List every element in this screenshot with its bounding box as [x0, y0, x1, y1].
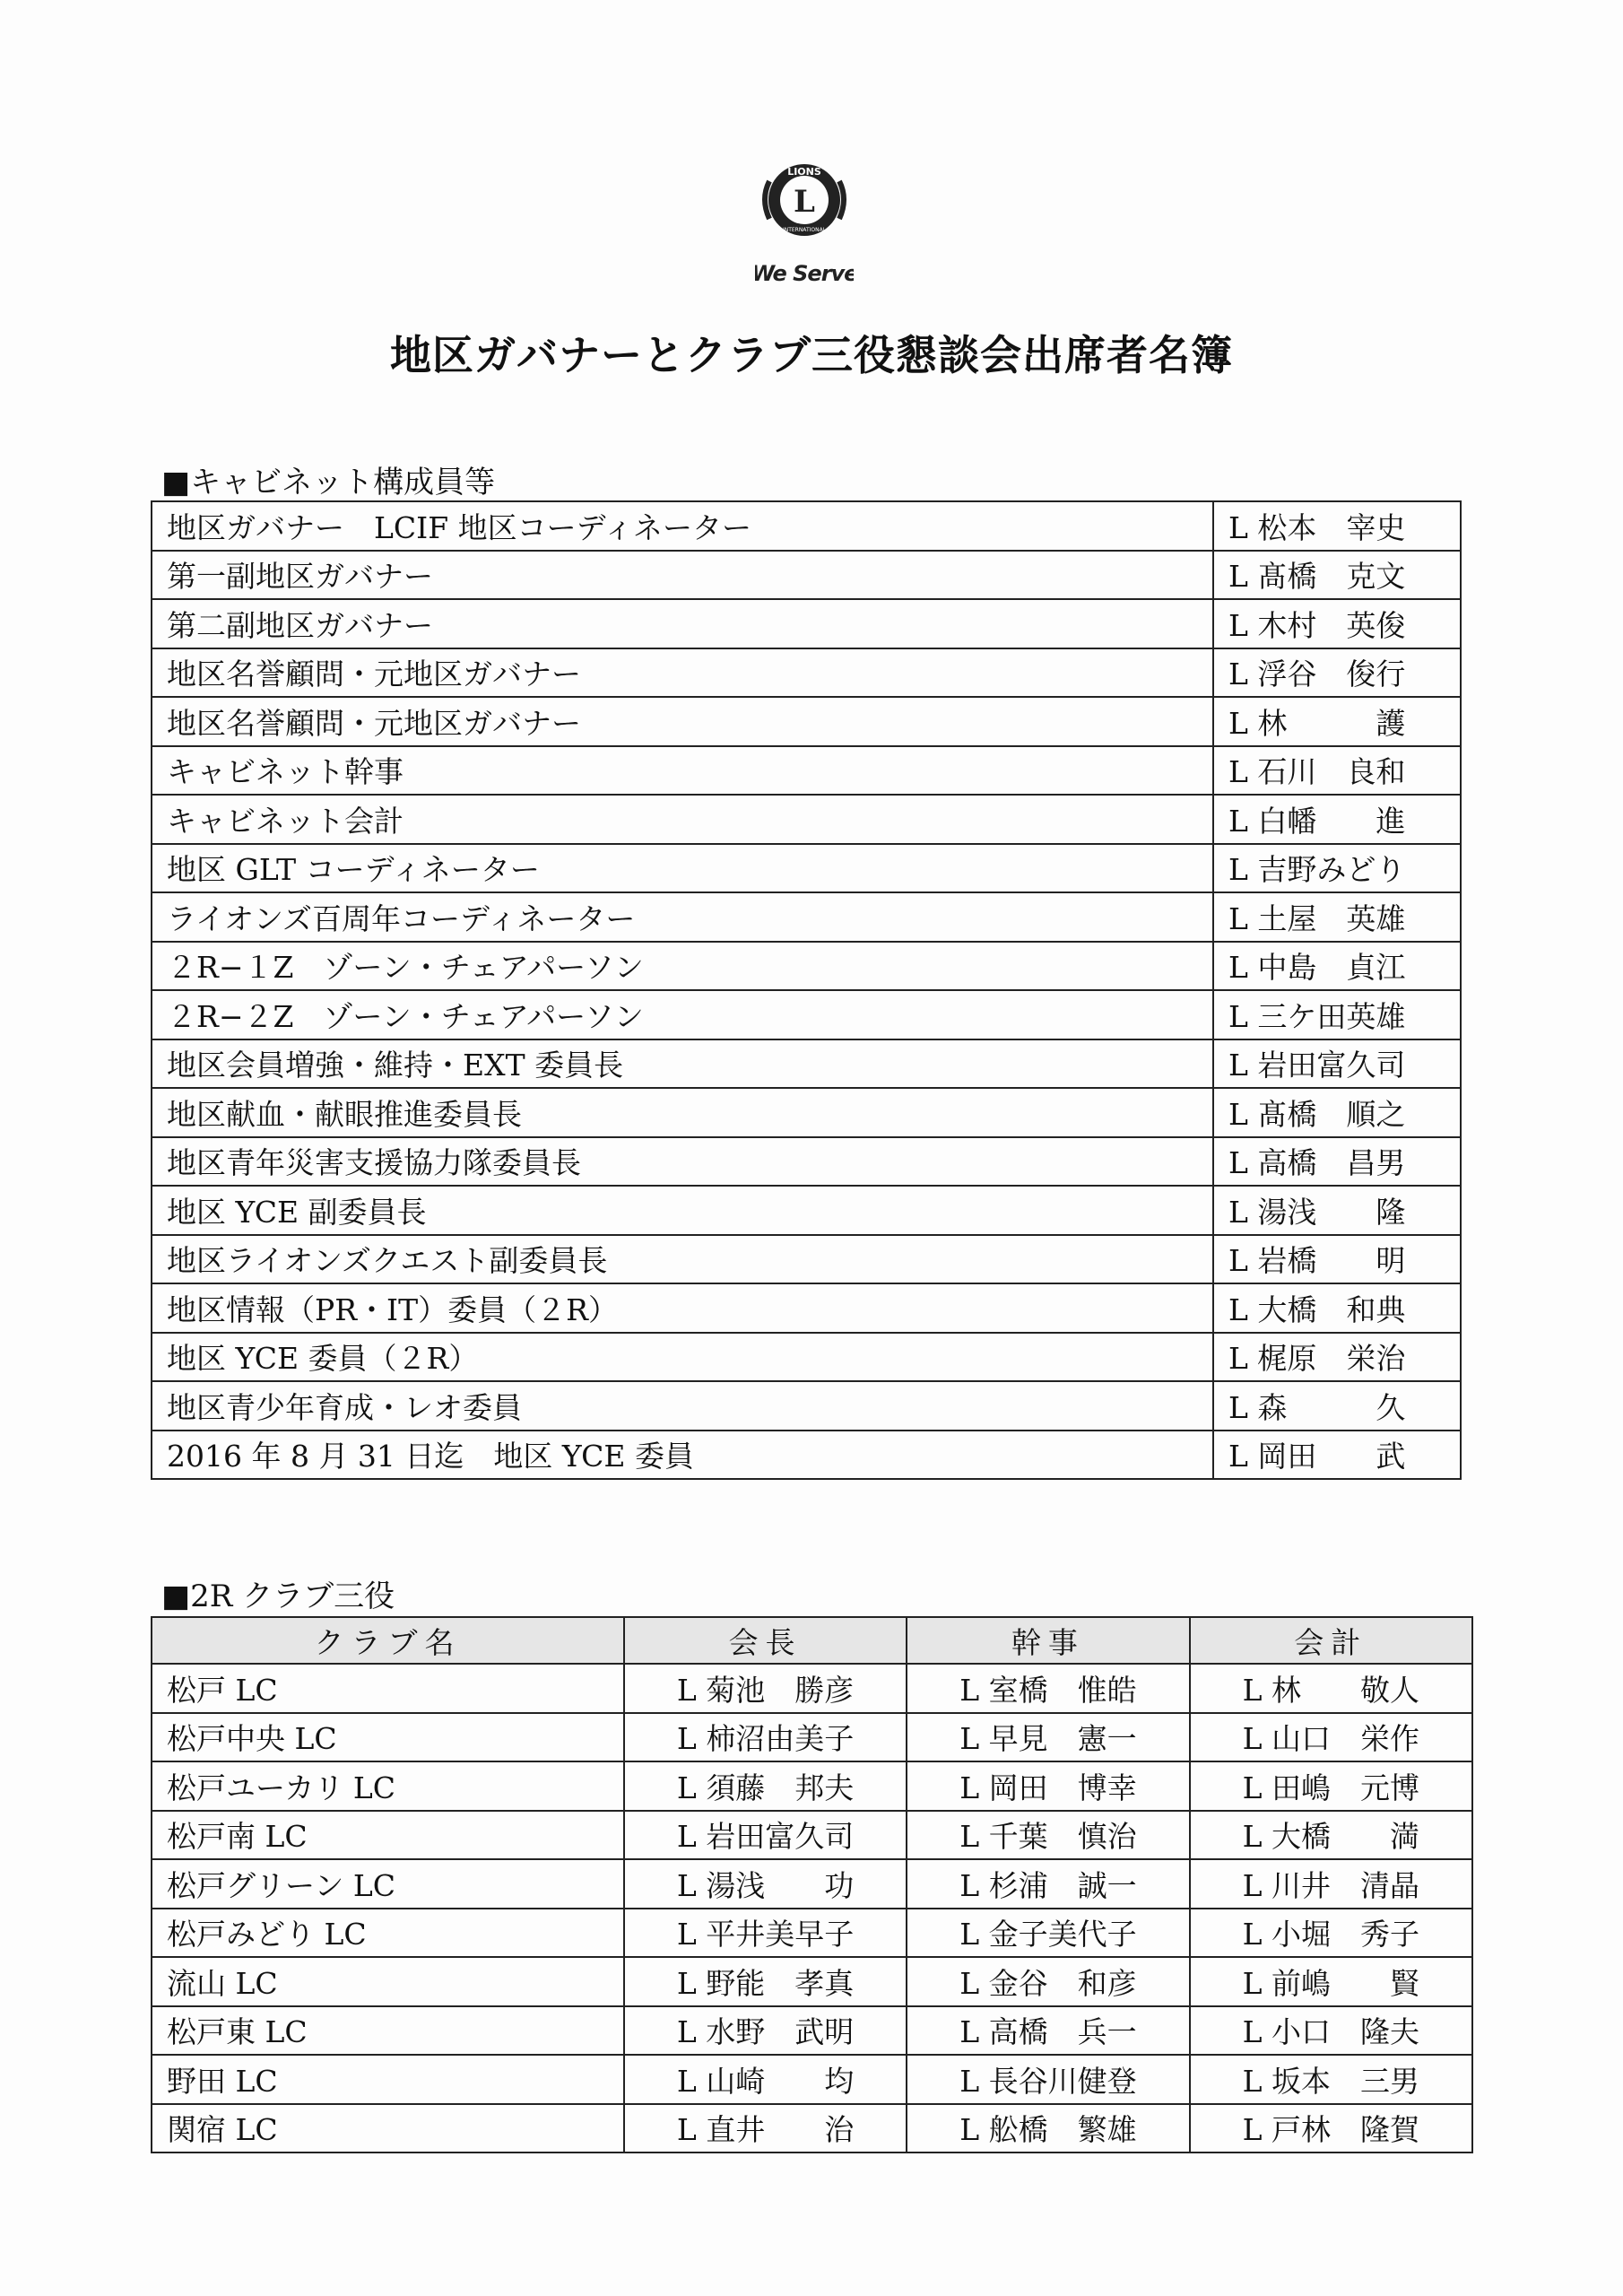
table-row — [152, 1859, 1472, 1909]
club-name: 松戸みどり LC — [152, 1909, 624, 1958]
table-row — [152, 1235, 1461, 1284]
secretary-name: L 室橋 惟皓 — [907, 1664, 1189, 1713]
cabinet-member-name: L 石川 良和 — [1213, 746, 1461, 796]
president-name: L 柿沼由美子 — [624, 1713, 907, 1762]
president-name: L 野能 孝真 — [624, 1957, 907, 2006]
clubs-table-header — [152, 1617, 1472, 1664]
club-name: 野田 LC — [152, 2055, 624, 2104]
table-row — [152, 795, 1461, 844]
cabinet-role: 第二副地区ガバナー — [152, 599, 1213, 648]
secretary-name: L 岡田 博幸 — [907, 1761, 1189, 1811]
table-row — [152, 990, 1461, 1039]
club-name: 松戸ユーカリ LC — [152, 1761, 624, 1811]
secretary-name: L 長谷川健登 — [907, 2055, 1189, 2104]
table-row — [152, 2006, 1472, 2056]
cabinet-member-name: L 岡田 武 — [1213, 1431, 1461, 1480]
cabinet-role: 地区青少年育成・レオ委員 — [152, 1381, 1213, 1431]
cabinet-member-name: L 林 護 — [1213, 697, 1461, 746]
cabinet-member-name: L 高橋 昌男 — [1213, 1137, 1461, 1187]
secretary-name: L 早見 憲一 — [907, 1713, 1189, 1762]
cabinet-table — [151, 500, 1462, 1480]
cabinet-member-name: L 梶原 栄治 — [1213, 1333, 1461, 1382]
cabinet-member-name: L 松本 宰史 — [1213, 501, 1461, 551]
cabinet-role: 地区ライオンズクエスト副委員長 — [152, 1235, 1213, 1284]
document-title: 地区ガバナーとクラブ三役懇談会出席者名簿 — [390, 331, 1233, 379]
cabinet-member-name: L 白幡 進 — [1213, 795, 1461, 844]
table-row — [152, 1283, 1461, 1333]
president-name: L 菊池 勝彦 — [624, 1664, 907, 1713]
treasurer-name: L 田嶋 元博 — [1190, 1761, 1472, 1811]
president-name: L 須藤 邦夫 — [624, 1761, 907, 1811]
secretary-name: L 千葉 慎治 — [907, 1811, 1189, 1860]
treasurer-name: L 小口 隆夫 — [1190, 2006, 1472, 2056]
logo-lower-text: INTERNATIONAL — [782, 227, 827, 233]
lions-logo — [755, 160, 854, 294]
clubs-table — [151, 1616, 1473, 2153]
club-name: 関宿 LC — [152, 2104, 624, 2153]
cabinet-role: 地区青年災害支援協力隊委員長 — [152, 1137, 1213, 1187]
cabinet-member-name: L 土屋 英雄 — [1213, 892, 1461, 942]
table-row — [152, 1137, 1461, 1187]
table-row — [152, 1957, 1472, 2006]
cabinet-member-name: L 浮谷 俊行 — [1213, 648, 1461, 698]
cabinet-role: 地区会員増強・維持・EXT 委員長 — [152, 1039, 1213, 1089]
table-row — [152, 501, 1461, 551]
cabinet-role: キャビネット会計 — [152, 795, 1213, 844]
table-row — [152, 1761, 1472, 1811]
treasurer-name: L 川井 清晶 — [1190, 1859, 1472, 1909]
table-row — [152, 1909, 1472, 1958]
cabinet-member-name: L 岩橋 明 — [1213, 1235, 1461, 1284]
cabinet-role: 地区献血・献眼推進委員長 — [152, 1088, 1213, 1137]
table-row — [152, 1664, 1472, 1713]
club-name: 流山 LC — [152, 1957, 624, 2006]
club-name: 松戸中央 LC — [152, 1713, 624, 1762]
cabinet-member-name: L 髙橋 順之 — [1213, 1088, 1461, 1137]
table-row — [152, 599, 1461, 648]
cabinet-role: 第一副地区ガバナー — [152, 551, 1213, 600]
column-header-treasurer: 会計 — [1190, 1617, 1472, 1664]
cabinet-role: 地区情報（PR・IT）委員（２R） — [152, 1283, 1213, 1333]
secretary-name: L 金谷 和彦 — [907, 1957, 1189, 2006]
cabinet-role: ライオンズ百周年コーディネーター — [152, 892, 1213, 942]
table-row — [152, 1431, 1461, 1480]
cabinet-role: キャビネット幹事 — [152, 746, 1213, 796]
column-header-secretary: 幹事 — [907, 1617, 1189, 1664]
cabinet-member-name: L 森 久 — [1213, 1381, 1461, 1431]
club-name: 松戸南 LC — [152, 1811, 624, 1860]
cabinet-role: 地区 GLT コーディネーター — [152, 844, 1213, 893]
treasurer-name: L 前嶋 賢 — [1190, 1957, 1472, 2006]
logo-tagline: We Serve — [755, 261, 854, 286]
club-name: 松戸東 LC — [152, 2006, 624, 2056]
cabinet-role: 地区名誉顧問・元地区ガバナー — [152, 648, 1213, 698]
table-row — [152, 844, 1461, 893]
column-header-president: 会長 — [624, 1617, 907, 1664]
cabinet-member-name: L 岩田富久司 — [1213, 1039, 1461, 1089]
club-name: 松戸グリーン LC — [152, 1859, 624, 1909]
table-row — [152, 648, 1461, 698]
cabinet-member-name: L 湯浅 隆 — [1213, 1186, 1461, 1235]
table-row — [152, 746, 1461, 796]
treasurer-name: L 戸林 隆賀 — [1190, 2104, 1472, 2153]
president-name: L 湯浅 功 — [624, 1859, 907, 1909]
cabinet-section-heading: ■キャビネット構成員等 — [161, 465, 496, 500]
cabinet-role: ２R−２Z ゾーン・チェアパーソン — [152, 990, 1213, 1039]
cabinet-member-name: L 髙橋 克文 — [1213, 551, 1461, 600]
table-row — [152, 697, 1461, 746]
secretary-name: L 舩橋 繁雄 — [907, 2104, 1189, 2153]
cabinet-member-name: L 中島 貞江 — [1213, 942, 1461, 991]
president-name: L 平井美早子 — [624, 1909, 907, 1958]
treasurer-name: L 山口 栄作 — [1190, 1713, 1472, 1762]
secretary-name: L 杉浦 誠一 — [907, 1859, 1189, 1909]
treasurer-name: L 小堀 秀子 — [1190, 1909, 1472, 1958]
cabinet-role: ２R−１Z ゾーン・チェアパーソン — [152, 942, 1213, 991]
table-row — [152, 942, 1461, 991]
president-name: L 山崎 均 — [624, 2055, 907, 2104]
cabinet-member-name: L 大橋 和典 — [1213, 1283, 1461, 1333]
cabinet-member-name: L 吉野みどり — [1213, 844, 1461, 893]
table-row — [152, 1186, 1461, 1235]
president-name: L 直井 治 — [624, 2104, 907, 2153]
column-header-club: クラブ名 — [152, 1617, 624, 1664]
cabinet-role: 地区名誉顧問・元地区ガバナー — [152, 697, 1213, 746]
table-row — [152, 1713, 1472, 1762]
table-row — [152, 2055, 1472, 2104]
treasurer-name: L 林 敬人 — [1190, 1664, 1472, 1713]
cabinet-member-name: L 木村 英俊 — [1213, 599, 1461, 648]
table-row — [152, 2104, 1472, 2153]
treasurer-name: L 大橋 満 — [1190, 1811, 1472, 1860]
cabinet-role: 地区 YCE 委員（２R） — [152, 1333, 1213, 1382]
table-row — [152, 1811, 1472, 1860]
cabinet-role: 2016 年 8 月 31 日迄 地区 YCE 委員 — [152, 1431, 1213, 1480]
cabinet-role: 地区 YCE 副委員長 — [152, 1186, 1213, 1235]
table-row — [152, 551, 1461, 600]
president-name: L 岩田富久司 — [624, 1811, 907, 1860]
secretary-name: L 高橋 兵一 — [907, 2006, 1189, 2056]
club-name: 松戸 LC — [152, 1664, 624, 1713]
table-row — [152, 892, 1461, 942]
table-row — [152, 1088, 1461, 1137]
president-name: L 水野 武明 — [624, 2006, 907, 2056]
logo-letter: L — [794, 184, 815, 220]
cabinet-role: 地区ガバナー LCIF 地区コーディネーター — [152, 501, 1213, 551]
table-row — [152, 1381, 1461, 1431]
table-row — [152, 1039, 1461, 1089]
secretary-name: L 金子美代子 — [907, 1909, 1189, 1958]
cabinet-member-name: L 三ケ田英雄 — [1213, 990, 1461, 1039]
table-row — [152, 1333, 1461, 1382]
lions-emblem-icon — [755, 160, 854, 294]
treasurer-name: L 坂本 三男 — [1190, 2055, 1472, 2104]
logo-ring-text: LIONS — [787, 166, 821, 178]
clubs-section-heading: ■2R クラブ三役 — [161, 1578, 395, 1614]
